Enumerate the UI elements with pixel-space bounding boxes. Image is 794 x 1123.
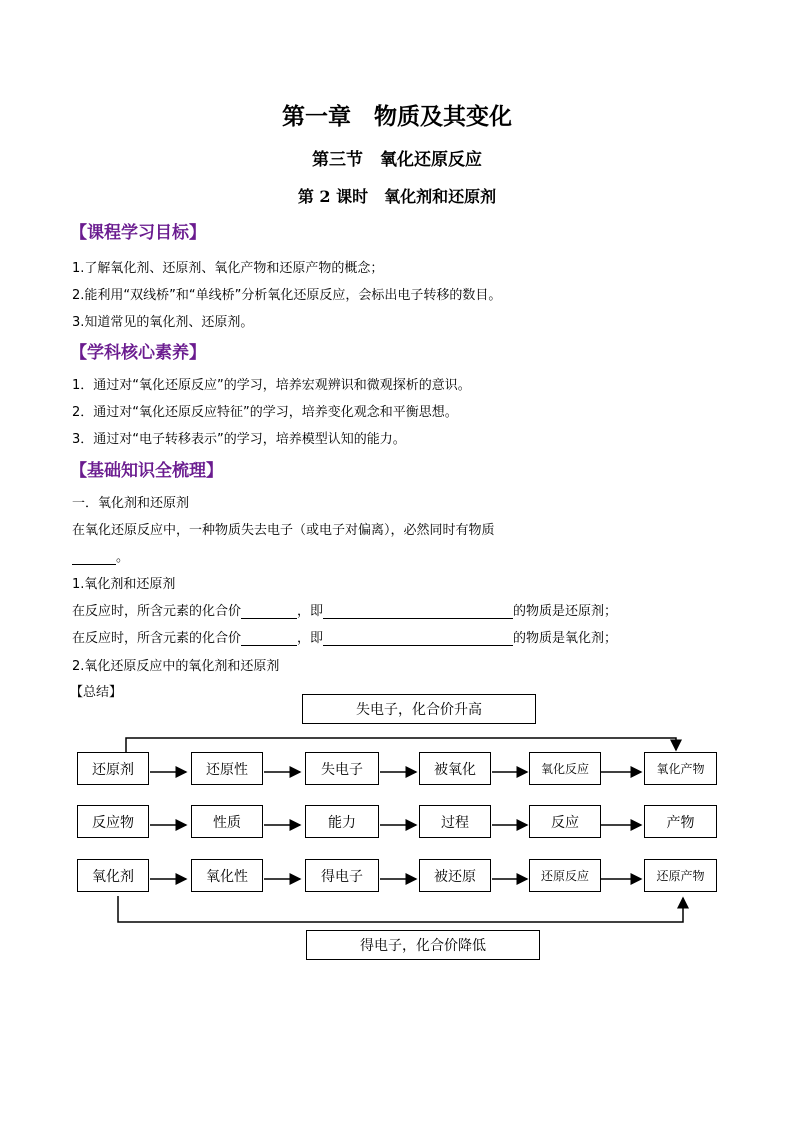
subheading-2: 2.氧化还原反应中的氧化剂和还原剂 [72,659,280,674]
node-oxidized: 被氧化 [419,752,491,785]
node-oxidizability: 氧化性 [191,859,263,892]
definition-text: 在反应时，所含元素的化合价 [72,631,242,646]
node-ability: 能力 [305,805,379,838]
definition-text: ，即 [297,604,324,619]
node-gain-electrons: 得电子 [305,859,379,892]
bottom-label-box: 得电子，化合价降低 [306,930,540,960]
subheading-1: 1.氧化剂和还原剂 [72,577,176,592]
lesson-title: 第 2 课时 氧化剂和还原剂 [297,187,497,206]
node-process: 过程 [419,805,491,838]
part1-end: 。 [116,550,130,565]
summary-label: 【总结】 [70,685,123,700]
node-reduction-product: 还原产物 [644,859,717,892]
definition-text: ，即 [297,631,324,646]
part1-text: 在氧化还原反应中，一种物质失去电子（或电子对偏离），必然同时有物质 [72,523,495,538]
node-product: 产物 [644,805,717,838]
part1-title: 一．氧化剂和还原剂 [72,496,190,511]
node-reaction: 反应 [529,805,601,838]
literacy-item: 1．通过对“氧化还原反应”的学习，培养宏观辨识和微观探析的意识。 [72,378,471,393]
node-oxidation-product: 氧化产物 [644,752,717,785]
node-reduction-reaction: 还原反应 [529,859,601,892]
literacy-heading: 【学科核心素养】 [70,343,206,363]
goal-item: 2.能利用“双线桥”和“单线桥”分析氧化还原反应，会标出电子转移的数目。 [72,288,502,303]
definition-text: 的物质是氧化剂； [513,631,618,646]
literacy-item: 3．通过对“电子转移表示”的学习，培养模型认知的能力。 [72,432,406,447]
node-reactant: 反应物 [77,805,149,838]
knowledge-heading: 【基础知识全梳理】 [70,461,223,481]
node-reducibility: 还原性 [191,752,263,785]
node-reducing-agent: 还原剂 [77,752,149,785]
top-label-box: 失电子，化合价升高 [302,694,536,724]
section-title: 第三节 氧化还原反应 [312,150,482,170]
node-reduced: 被还原 [419,859,491,892]
node-oxidation-reaction: 氧化反应 [529,752,601,785]
node-lose-electrons: 失电子 [305,752,379,785]
node-oxidizing-agent: 氧化剂 [77,859,149,892]
chapter-title: 第一章 物质及其变化 [282,103,512,130]
goal-item: 1.了解氧化剂、还原剂、氧化产物和还原产物的概念； [72,261,384,276]
goal-item: 3.知道常见的氧化剂、还原剂。 [72,315,254,330]
bottom-bracket-arrow [118,896,683,922]
definition-text: 的物质是还原剂； [513,604,618,619]
definition-text: 在反应时，所含元素的化合价 [72,604,242,619]
goals-heading: 【课程学习目标】 [70,223,206,243]
node-property: 性质 [191,805,263,838]
literacy-item: 2．通过对“氧化还原反应特征”的学习，培养变化观念和平衡思想。 [72,405,458,420]
top-bracket-arrow [126,738,676,752]
